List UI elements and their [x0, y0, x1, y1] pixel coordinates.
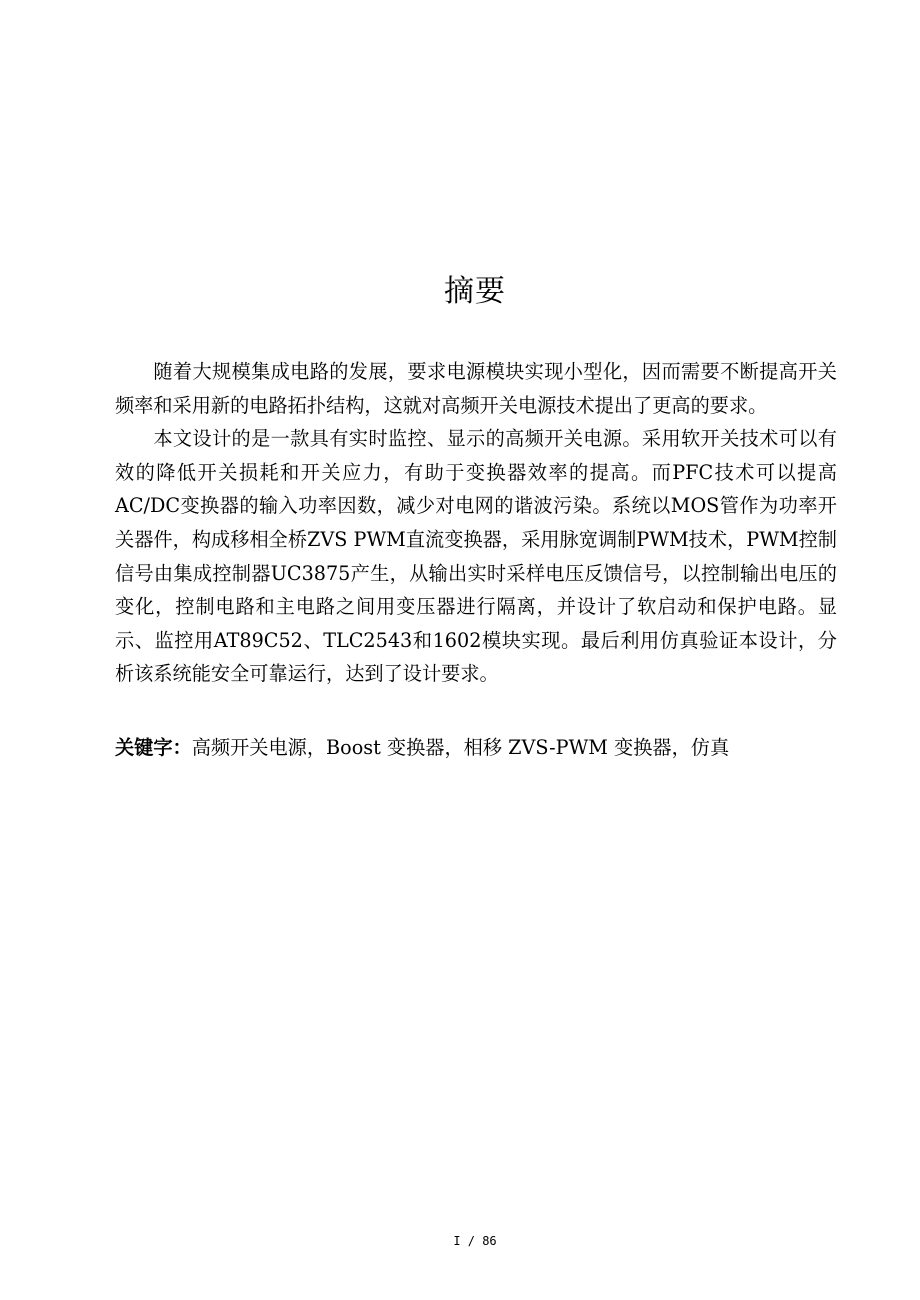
- keywords-label: 关键字：: [115, 736, 192, 759]
- page-number: I / 86: [453, 1234, 497, 1248]
- abstract-body: [115, 355, 837, 691]
- page-title: 摘要: [444, 274, 506, 309]
- abstract-paragraph-1: 随着大规模集成电路的发展，要求电源模块实现小型化，因而需要不断提高开关频率和采用新的电路拓扑结构，这就对高频开关电源技术提出了更高的要求。: [115, 360, 837, 417]
- abstract-paragraph-2: 本文设计的是一款具有实时监控、显示的高频开关电源。采用软开关技术可以有效的降低开关损耗和开关应力，有助于变换器效率的提高。而PFC技术可以提高AC/DC变换器的输入功率因数，减少对电网的谐波污染。系统以MOS管作为功率开关器件，构成移相全桥ZVS PWM直流变换器，采用脉宽调制PWM技术，PWM控制信号由集成控制器UC3875产生，从输出实时采样电压反馈信号，以控制输出电压的变化，控制电路和主电路之间用变压器进行隔离，并设计了软启动和保护电路。显示、监控用AT89C52、TLC2543和1602模块实现。最后利用仿真验证本设计，分析该系统能安全可靠运行，达到了设计要求。: [115, 427, 837, 686]
- keywords-line: [115, 731, 837, 765]
- keywords-text: 高频开关电源，Boost 变换器，相移 ZVS-PWM 变换器，仿真: [191, 736, 730, 759]
